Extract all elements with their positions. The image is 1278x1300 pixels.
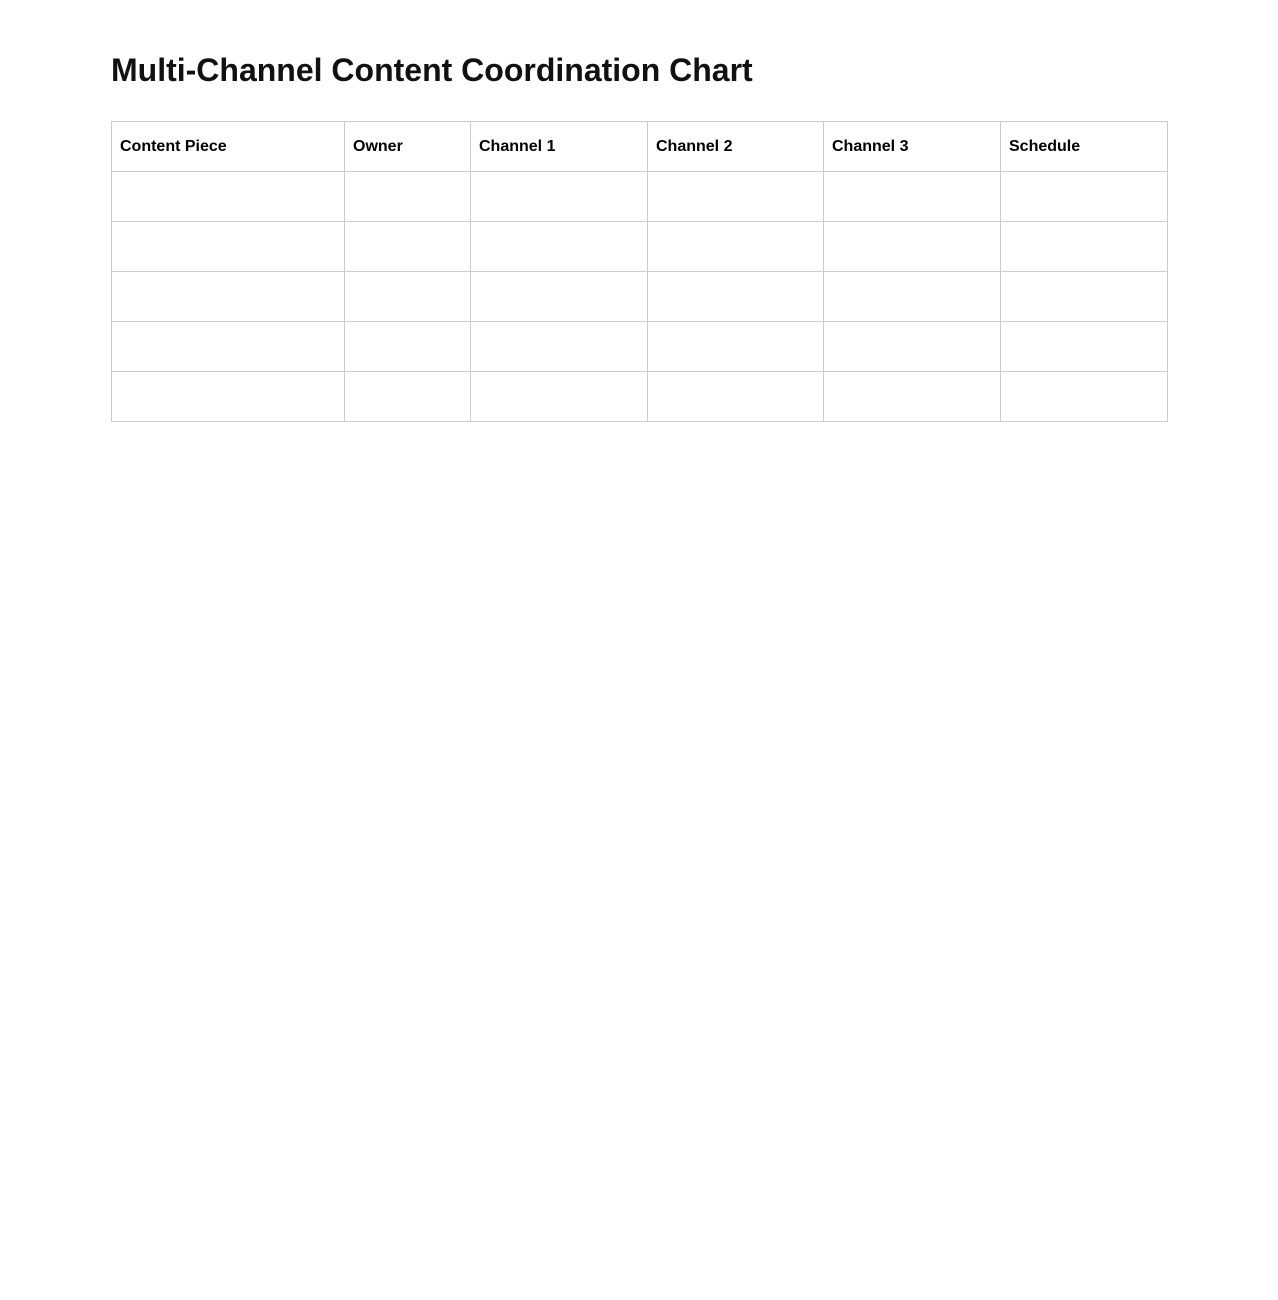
- table-cell[interactable]: [112, 222, 345, 272]
- table-cell[interactable]: [471, 322, 648, 372]
- table-cell[interactable]: [345, 272, 471, 322]
- table-row: [112, 322, 1168, 372]
- table-cell[interactable]: [648, 272, 824, 322]
- table-cell[interactable]: [824, 322, 1001, 372]
- header-owner: Owner: [345, 122, 471, 172]
- header-channel-2: Channel 2: [648, 122, 824, 172]
- table-cell[interactable]: [1001, 172, 1168, 222]
- table-cell[interactable]: [112, 272, 345, 322]
- table-cell[interactable]: [471, 272, 648, 322]
- table-row: [112, 222, 1168, 272]
- table-cell[interactable]: [824, 222, 1001, 272]
- header-channel-3: Channel 3: [824, 122, 1001, 172]
- coordination-table: [111, 121, 1168, 422]
- table-cell[interactable]: [1001, 222, 1168, 272]
- table-cell[interactable]: [112, 322, 345, 372]
- table-row: [112, 272, 1168, 322]
- table-cell[interactable]: [471, 372, 648, 422]
- table-cell[interactable]: [824, 172, 1001, 222]
- document-page: [0, 0, 1278, 422]
- table-cell[interactable]: [824, 372, 1001, 422]
- table-cell[interactable]: [824, 272, 1001, 322]
- header-channel-1: Channel 1: [471, 122, 648, 172]
- table-cell[interactable]: [471, 222, 648, 272]
- table-cell[interactable]: [648, 172, 824, 222]
- table-cell[interactable]: [1001, 372, 1168, 422]
- header-schedule: Schedule: [1001, 122, 1168, 172]
- table-cell[interactable]: [345, 172, 471, 222]
- table-cell[interactable]: [112, 372, 345, 422]
- table-cell[interactable]: [112, 172, 345, 222]
- table-cell[interactable]: [345, 372, 471, 422]
- table-row: [112, 172, 1168, 222]
- table-cell[interactable]: [648, 222, 824, 272]
- header-content-piece: Content Piece: [112, 122, 345, 172]
- table-row: [112, 372, 1168, 422]
- table-cell[interactable]: [648, 322, 824, 372]
- table-cell[interactable]: [471, 172, 648, 222]
- table-cell[interactable]: [648, 372, 824, 422]
- table-cell[interactable]: [345, 222, 471, 272]
- table-cell[interactable]: [345, 322, 471, 372]
- table-cell[interactable]: [1001, 272, 1168, 322]
- table-cell[interactable]: [1001, 322, 1168, 372]
- page-title: Multi-Channel Content Coordination Chart: [111, 52, 753, 88]
- table-header-row: [112, 122, 1168, 172]
